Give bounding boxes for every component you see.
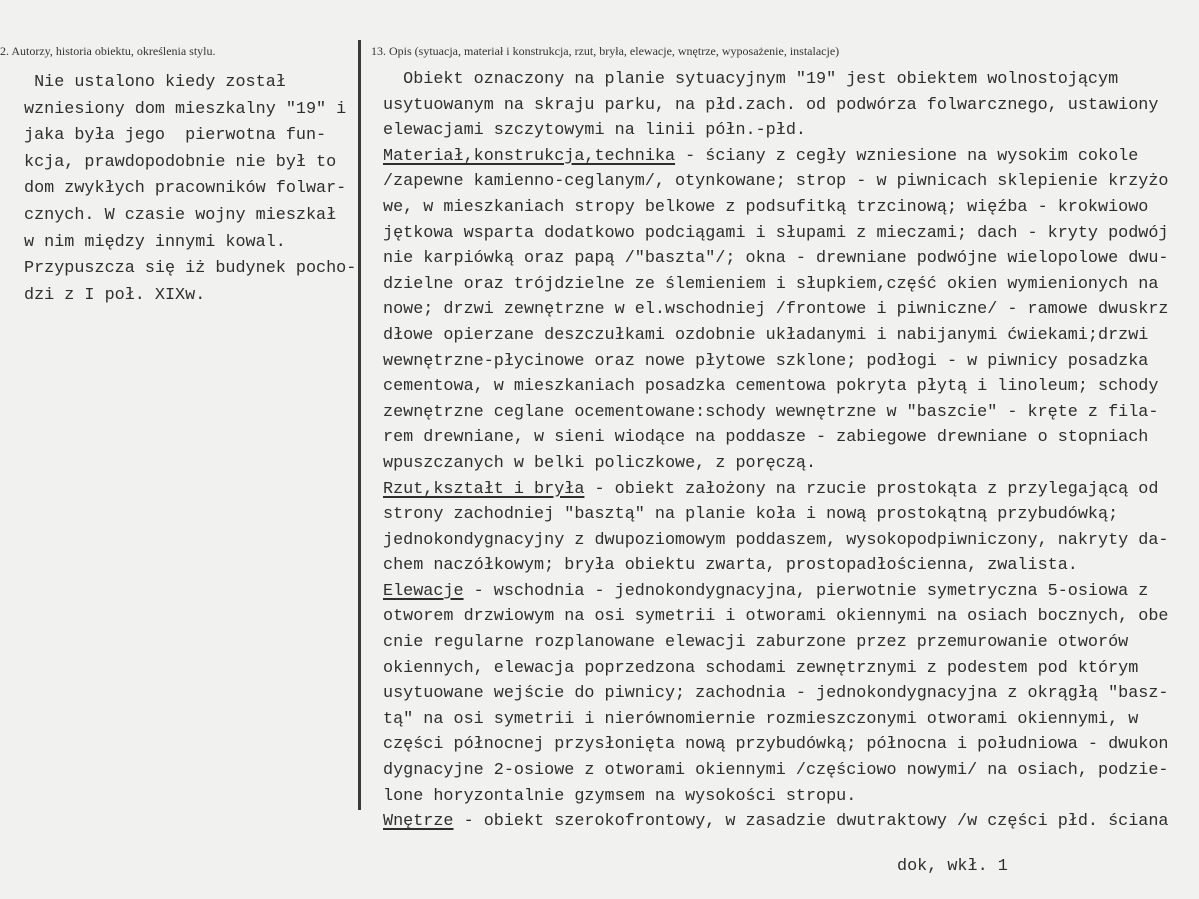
text-line (383, 656, 1169, 682)
column-divider (358, 40, 361, 810)
text-line (383, 297, 1169, 323)
line-text: usytuowanym na skraju parku, na płd.zach. od podwórza folwarcznego, ustawiony (383, 95, 1159, 115)
line-text: cementowa, w mieszkaniach posadzka cementowa pokryta płytą i linoleum; schody (383, 377, 1159, 397)
text-line (383, 67, 1169, 93)
text-line (383, 758, 1169, 784)
line-text: dygnacyjne 2-osiowe z otworami okiennymi /częściowo nowymi/ na osiach, podzie- (383, 761, 1169, 781)
line-text: dzielne oraz trójdzielne ze ślemieniem i słupkiem,część okien wymienionych na (383, 274, 1159, 294)
text-line (383, 118, 1169, 144)
text-line: w nim między innymi kowal. (24, 232, 286, 252)
text-line (383, 732, 1169, 758)
section-13-header: 13. Opis (sytuacja, materiał i konstrukcja, rzut, bryła, elewacje, wnętrze, wyposażenie, instalacje) (371, 44, 840, 58)
text-line: Przypuszcza się iż budynek pocho- (24, 259, 357, 279)
text-line: jaka była jego pierwotna fun- (24, 126, 327, 146)
line-text: we, w mieszkaniach stropy belkowe z podsufitką trzcinową; więźba - krokwiowo (383, 197, 1149, 217)
text-line (383, 349, 1169, 375)
section-2-header: 2. Autorzy, historia obiektu, określenia stylu. (0, 44, 216, 58)
text-line (383, 502, 1169, 528)
line-text: tą" na osi symetrii i nierównomiernie rozmieszczonymi otworami okiennymi, w (383, 709, 1139, 729)
page-reference: dok, wkł. 1 (897, 857, 1008, 876)
description-text (383, 67, 1169, 835)
text-line: cznych. W czasie wojny mieszkał (24, 205, 337, 225)
text-line (383, 221, 1169, 247)
line-text: zewnętrzne ceglane ocementowane:schody wewnętrzne w "baszcie" - kręte z fila- (383, 402, 1159, 422)
text-line (383, 630, 1169, 656)
line-text: okiennych, elewacja poprzedzona schodami zewnętrznymi z podestem pod którym (383, 658, 1139, 678)
text-line: kcja, prawdopodobnie nie był to (24, 152, 337, 172)
subsection-heading: Materiał,konstrukcja,technika (383, 146, 676, 166)
line-text: - obiekt założony na rzucie prostokąta z przylegającą od (584, 479, 1159, 499)
line-text: Obiekt oznaczony na planie sytuacyjnym "19" jest obiektem wolnostojącym (383, 70, 1119, 89)
text-line (383, 246, 1169, 272)
text-line (383, 144, 1169, 170)
line-text: - wschodnia - jednokondygnacyjna, pierwotnie symetryczna 5-osiowa z (463, 581, 1149, 601)
text-line (383, 553, 1169, 579)
text-line: wzniesiony dom mieszkalny "19" i (24, 99, 347, 119)
subsection-heading: Elewacje (383, 581, 464, 601)
line-text: wewnętrzne-płycinowe oraz nowe płytowe szklone; podłogi - w piwnicy posadzka (383, 351, 1149, 371)
text-line (383, 579, 1169, 605)
line-text: cnie regularne rozplanowane elewacji zaburzone przez przemurowanie otworów (383, 633, 1129, 653)
line-text: jętkowa wsparta dodatkowo podciągami i słupami z mieczami; dach - kryty podwój (383, 223, 1169, 243)
line-text: dłowe opierzane deszczułkami ozdobnie układanymi i nabijanymi ćwiekami;drzwi (383, 325, 1149, 345)
text-line (383, 784, 1169, 810)
text-line (383, 451, 1169, 477)
line-text: nowe; drzwi zewnętrzne w el.wschodniej /frontowe i piwniczne/ - ramowe dwuskrz (383, 300, 1169, 320)
line-text: - ściany z cegły wzniesione na wysokim cokole (675, 146, 1139, 166)
line-text: wpuszczanych w belki policzkowe, z poręczą. (383, 453, 817, 473)
text-line (383, 272, 1169, 298)
line-text: /zapewne kamienno-ceglanym/, otynkowane; strop - w piwnicach sklepienie krzyżo (383, 172, 1169, 192)
line-text: strony zachodniej "basztą" na planie koła i nową prostokątną przybudówką; (383, 505, 1119, 525)
line-text: elewacjami szczytowymi na linii półn.-płd. (383, 121, 806, 141)
text-line (383, 528, 1169, 554)
text-line (383, 169, 1169, 195)
text-line (383, 681, 1169, 707)
text-line: dom zwykłych pracowników folwar- (24, 179, 347, 199)
subsection-heading: Wnętrze (383, 812, 454, 832)
line-text: chem naczółkowym; bryła obiektu zwarta, prostopadłościenna, zwalista. (383, 556, 1078, 576)
line-text: otworem drzwiowym na osi symetrii i otworami okiennymi na osiach bocznych, obe (383, 607, 1169, 627)
subsection-heading: Rzut,kształt i bryła (383, 479, 585, 499)
text-line: Nie ustalono kiedy został (24, 73, 286, 92)
text-line (383, 707, 1169, 733)
text-line (383, 425, 1169, 451)
line-text: lone horyzontalnie gzymsem na wysokości stropu. (383, 786, 857, 806)
line-text: części północnej przysłonięta nową przybudówką; północna i południowa - dwukon (383, 735, 1169, 755)
text-line (383, 323, 1169, 349)
text-line (383, 195, 1169, 221)
line-text: jednokondygnacyjny z dwupoziomowym poddaszem, wysokopodpiwniczony, nakryty da- (383, 530, 1169, 550)
line-text: nie karpiówką oraz papą /"baszta"/; okna - drewniane podwójne wielopolowe dwu- (383, 249, 1169, 269)
text-line (383, 604, 1169, 630)
line-text: usytuowane wejście do piwnicy; zachodnia - jednokondygnacyjna z okrągłą "basz- (383, 684, 1169, 704)
line-text: - obiekt szerokofrontowy, w zasadzie dwutraktowy /w części płd. ściana (453, 812, 1169, 832)
text-line (383, 93, 1169, 119)
text-line (383, 809, 1169, 835)
line-text: rem drewniane, w sieni wiodące na poddasze - zabiegowe drewniane o stopniach (383, 428, 1149, 448)
history-text (24, 70, 356, 309)
text-line: dzi z I poł. XIXw. (24, 285, 206, 305)
text-line (383, 374, 1169, 400)
text-line (383, 477, 1169, 503)
text-line (383, 400, 1169, 426)
